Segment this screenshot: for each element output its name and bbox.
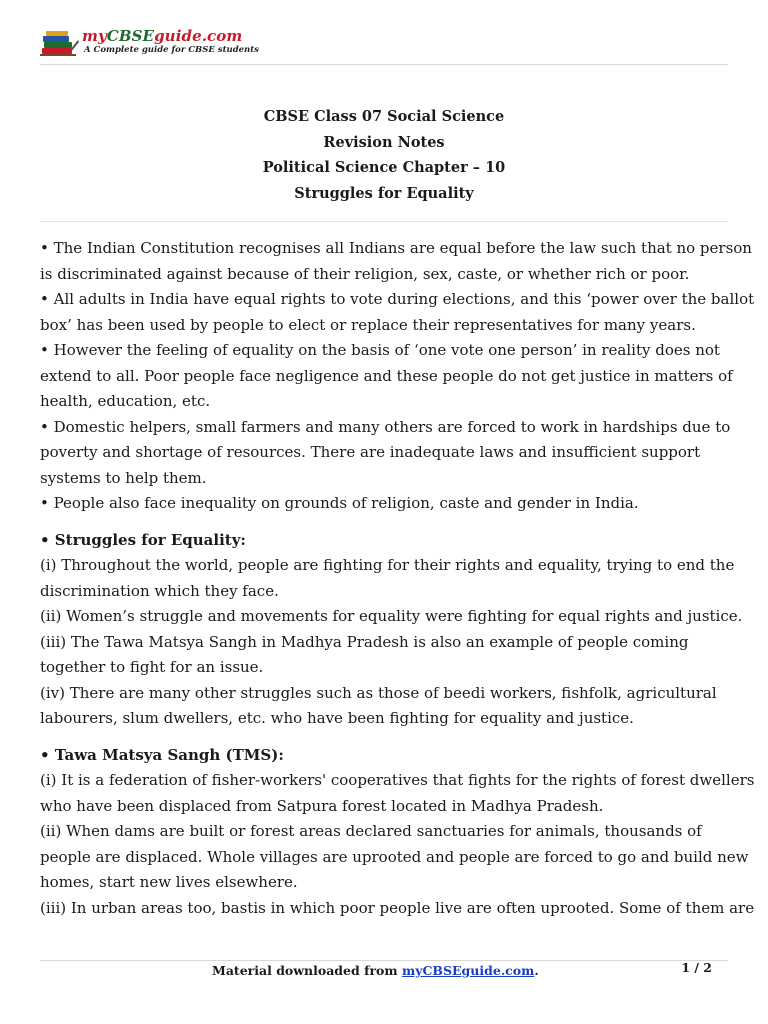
text-line: • All adults in India have equal rights to vote during elections, and this ‘power over the ballot [40,290,755,308]
section-gap [40,732,740,743]
footer-suffix: . [534,963,539,978]
footer-divider [40,960,728,961]
text-line: people are displaced. Whole villages are uprooted and people are forced to go and build new [40,847,749,866]
text-line: is discriminated against because of their religion, sex, caste, or whether rich or poor. [40,264,690,283]
page-number: 1 / 2 [681,960,712,975]
title-line: Political Science Chapter – 10 [262,159,506,176]
text-line: labourers, slum dwellers, etc. who have been fighting for equality and justice. [40,709,634,727]
section-heading: • Struggles for Equality: [40,530,246,549]
site-logo[interactable] [40,26,259,60]
logo-title: myCBSEguide.com [82,27,243,45]
text-line: extend to all. Poor people face negligence and these people do not get justice in matters of [40,366,733,385]
logo-tagline: A Complete guide for CBSE students [84,45,259,55]
text-line: discrimination which they face. [40,581,279,600]
section-gap [40,517,740,528]
text-line: (iii) In urban areas too, bastis in which poor people live are often uprooted. Some of them are [40,898,755,917]
books-icon [40,30,80,58]
title-divider [40,221,728,222]
text-line: (i) It is a federation of fisher-workers' cooperatives that fights for the rights of forest dwellers [40,771,755,789]
title-line: Struggles for Equality [294,184,474,202]
page-header [40,26,728,65]
text-line: • People also face inequality on grounds of religion, caste and gender in India. [40,494,639,512]
text-line: • The Indian Constitution recognises all Indians are equal before the law such that no person [40,239,752,257]
footer-link[interactable]: myCBSEguide.com [401,963,535,978]
footer-text: Material downloaded from [212,963,402,978]
text-line: together to fight for an issue. [40,658,264,676]
text-line: (ii) When dams are built or forest areas declared sanctuaries for animals, thousands of [40,822,702,840]
text-line: (iii) The Tawa Matsya Sangh in Madhya Pradesh is also an example of people coming [40,632,689,651]
section-heading: • Tawa Matsya Sangh (TMS): [40,745,284,764]
text-line: • However the feeling of equality on the basis of ‘one vote one person’ in reality does not [40,341,720,359]
page-footer [212,963,539,978]
text-line: (iv) There are many other struggles such as those of beedi workers, fishfolk, agricultural [40,683,717,702]
text-line: health, education, etc. [40,392,211,410]
document-title-block [40,104,728,206]
text-line: box’ has been used by people to elect or replace their representatives for many years. [40,315,696,334]
text-line: poverty and shortage of resources. There are inadequate laws and insufficient support [40,443,701,461]
text-line: homes, start new lives elsewhere. [40,873,298,891]
text-line: systems to help them. [40,468,207,487]
text-line: who have been displaced from Satpura forest located in Madhya Pradesh. [40,796,604,815]
text-line: (i) Throughout the world, people are fighting for their rights and equality, trying to end the [40,556,735,574]
title-line: CBSE Class 07 Social Science [263,108,505,125]
text-line: • Domestic helpers, small farmers and many others are forced to work in hardships due to [40,417,731,436]
document-body [40,236,755,921]
title-line: Revision Notes [323,133,445,151]
text-line: (ii) Women’s struggle and movements for equality were fighting for equal rights and justice. [40,607,743,625]
